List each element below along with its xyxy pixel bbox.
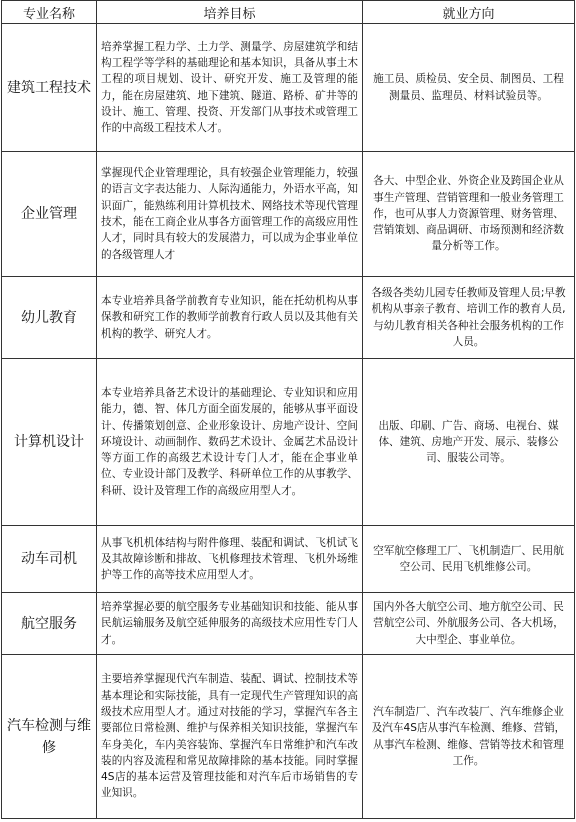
major-name-cell: 计算机设计 [2,359,97,526]
career-direction-cell: 汽车制造厂、汽车改装厂、汽车维修企业及汽车4S店从事汽车检测、维修、营销，从事汽车检测、维修、营销等技术和管理工作。 [363,655,575,819]
major-name-cell: 动车司机 [2,526,97,593]
training-goal-cell: 掌握现代企业管理理论，具有较强企业管理能力，较强的语言文字表达能力、人际沟通能力，外语水平高，知识面广，能熟练利用计算机技术、网络技术等现代管理技术，能在工商企业从事各方面管理工作的高级应用性人才，同时具有较大的发展潜力，可以成为企事业单位的各级管理人才 [97,152,363,277]
training-goal-cell: 培养掌握必要的航空服务专业基础知识和技能、能从事民航运输服务及航空延伸服务的高级技术应用性专门人才。 [97,593,363,655]
major-name-cell: 企业管理 [2,152,97,277]
major-name-cell: 建筑工程技术 [2,24,97,152]
table-row [2,24,575,152]
career-direction-cell: 出版、印刷、广告、商场、电视台、媒体、建筑、房地产开发、展示、装修公司、服装公司等。 [363,359,575,526]
table-row [2,152,575,277]
career-direction-cell: 国内外各大航空公司、地方航空公司、民营航空公司、外航服务公司、各大机场，大中型企、事业单位。 [363,593,575,655]
table-header-row [2,1,575,24]
training-goal-cell: 培养掌握工程力学、土力学、测量学、房屋建筑学和结构工程学等学科的基础理论和基本知识，具备从事土木工程的项目规划、设计、研究开发、施工及管理的能力，能在房屋建筑、地下建筑、隧道、路桥、矿井等的设计、施工、管理、投资、开发部门从事技术或管理工作的中高级工程技术人才。 [97,24,363,152]
training-goal-cell: 本专业培养具备学前教育专业知识，能在托幼机构从事保教和研究工作的教师学前教育行政人员以及其他有关机构的教学、研究人才。 [97,277,363,359]
training-goal-cell: 从事飞机机体结构与附件修理、装配和调试、飞机试飞及其故障诊断和排故、飞机修理技术管理、飞机外场维护等工作的高等技术应用型人才。 [97,526,363,593]
major-name-cell: 幼儿教育 [2,277,97,359]
table-row [2,359,575,526]
major-name-cell: 汽车检测与维修 [2,655,97,819]
table-row [2,277,575,359]
majors-table [1,0,575,819]
training-goal-cell: 本专业培养具备艺术设计的基础理论、专业知识和应用能力，德、智、体几方面全面发展的，能够从事平面设计、传播策划创意、企业形象设计、房地产设计、空间环境设计、动画制作、数码艺术设计、金属艺术品设计等方面工作的高级艺术设计专门人才，能在企事业单位、专业设计部门及教学、科研单位工作的从事教学、科研、设计及管理工作的高级应用型人才。 [97,359,363,526]
header-career-direction: 就业方向 [363,1,575,24]
career-direction-cell: 各大、中型企业、外资企业及跨国企业从事生产管理、营销管理和一般业务管理工作，也可从事人力资源管理、财务管理、营销策划、商品调研、市场预测和经济数量分析等工作。 [363,152,575,277]
table-row [2,593,575,655]
major-name-cell: 航空服务 [2,593,97,655]
header-training-goal: 培养目标 [97,1,363,24]
training-goal-cell: 主要培养掌握现代汽车制造、装配、调试、控制技术等基本理论和实际技能，具有一定现代生产管理知识的高级技术应用型人才。通过对技能的学习，掌握汽车各主要部位日常检测、维护与保养相关知识技能，掌握汽车车身美化，车内美容装饰、掌握汽车日常维护和汽车改装的内容及流程和常见故障排除的基本技能。同时掌握4S店的基本运营及管理技能和对汽车后市场销售的专业知识。 [97,655,363,819]
table-row [2,655,575,819]
career-direction-cell: 空军航空修理工厂、飞机制造厂、民用航空公司、民用飞机维修公司。 [363,526,575,593]
career-direction-cell: 各级各类幼儿园专任教师及管理人员;早教机构从事亲子教育、培训工作的教育人员,与幼儿教育相关各种社会服务机构的工作人员。 [363,277,575,359]
table-row [2,526,575,593]
header-major-name: 专业名称 [2,1,97,24]
career-direction-cell: 施工员、质检员、安全员、制图员、工程测量员、监理员、材料试验员等。 [363,24,575,152]
